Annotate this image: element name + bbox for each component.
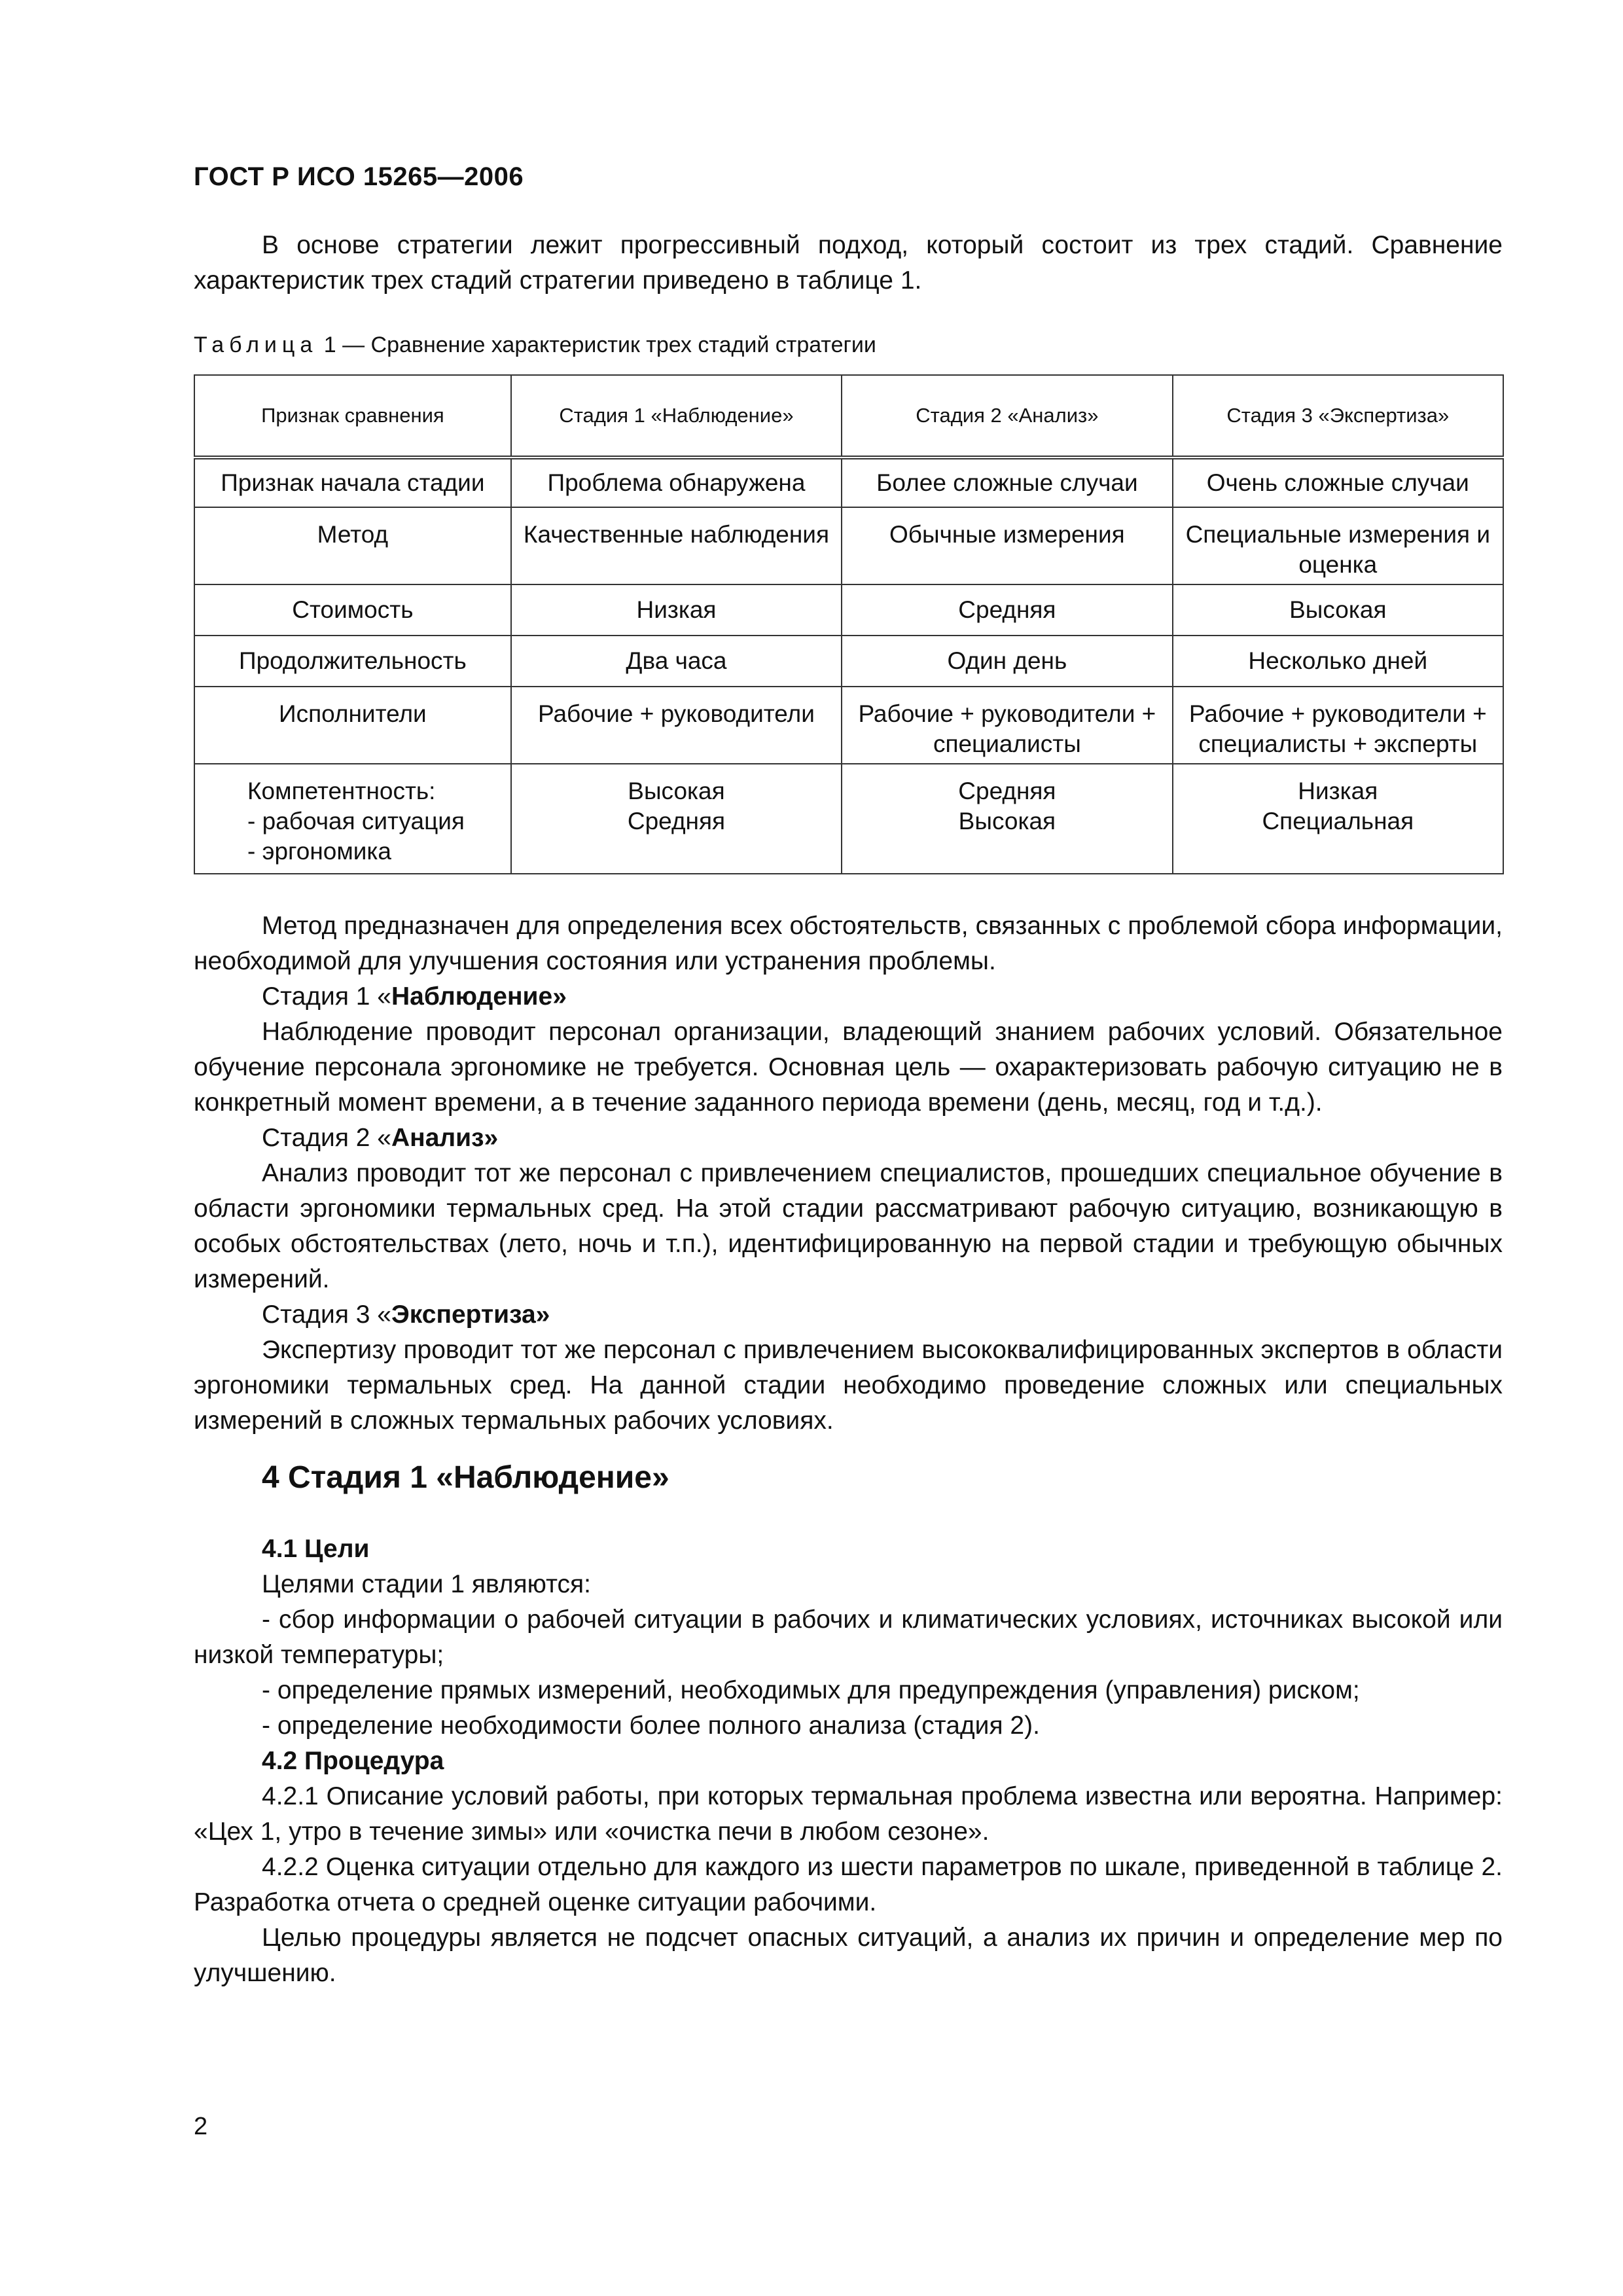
table-cell xyxy=(511,764,842,874)
table-cell: Низкая xyxy=(511,584,842,636)
table-caption xyxy=(194,332,876,358)
table-cell: Очень сложные случаи xyxy=(1173,457,1503,507)
table-row xyxy=(194,687,1503,764)
stage3-prefix: Стадия 3 « xyxy=(262,1300,391,1329)
subsection-4-1-label: 4.1 Цели xyxy=(262,1535,370,1563)
header-cell: Признак сравнения xyxy=(194,375,511,457)
goals-intro: Целями стадии 1 являются: xyxy=(262,1570,591,1598)
subsection-4-1-title xyxy=(194,1532,1503,1567)
stage3-heading xyxy=(194,1297,1503,1333)
intro-paragraph: В основе стратегии лежит прогрессивный подход, который состоит из трех стадий. Сравнение характеристик трех стадий стратегии приведено в таблице 1. xyxy=(194,231,1503,295)
table-cell: Несколько дней xyxy=(1173,636,1503,687)
competence-label: - эргономика xyxy=(247,838,392,865)
table-cell: Специальные измерения и оценка xyxy=(1173,507,1503,584)
table-cell xyxy=(1173,764,1503,874)
clause-4-2-2: 4.2.2 Оценка ситуации отдельно для каждого из шести параметров по шкале, приведенной в таблице 2. Разработка отчета о средней оценке ситуации рабочими. xyxy=(194,1853,1503,1916)
table-cell: Средняя xyxy=(842,584,1172,636)
table-cell xyxy=(842,764,1172,874)
section-4-body xyxy=(194,1532,1503,1991)
goal-item: - определение необходимости более полного анализа (стадия 2). xyxy=(262,1712,1040,1740)
stage2-name: Анализ» xyxy=(391,1124,499,1152)
competence-value: Высокая xyxy=(958,808,1056,834)
table-cell: Рабочие + руководители + специалисты xyxy=(842,687,1172,764)
stage1-heading xyxy=(194,979,1503,1014)
procedure-goal: Целью процедуры является не подсчет опасных ситуаций, а анализ их причин и определение мер по улучшению. xyxy=(194,1924,1503,1987)
table-cell: Исполнители xyxy=(194,687,511,764)
table-cell: Рабочие + руководители + специалисты + эксперты xyxy=(1173,687,1503,764)
table-cell: Качественные наблюдения xyxy=(511,507,842,584)
body-text xyxy=(194,908,1503,1439)
stage2-paragraph: Анализ проводит тот же персонал с привлечением специалистов, прошедших специальное обучение в области эргономики термальных сред. На этой стадии рассматривают рабочую ситуацию, возникающую в особых обстоятельствах (лето, ночь и т.п.), идентифицированную на первой стадии и требующую обычных измерений. xyxy=(194,1159,1503,1293)
table-cell: Рабочие + руководители xyxy=(511,687,842,764)
stage2-heading xyxy=(194,1121,1503,1156)
stage1-name: Наблюдение» xyxy=(391,982,567,1011)
table-cell: Два часа xyxy=(511,636,842,687)
table-cell xyxy=(194,764,511,874)
table-header-row xyxy=(194,375,1503,457)
stage3-paragraph: Экспертизу проводит тот же персонал с привлечением высококвалифицированных экспертов в области эргономики термальных сред. На данной стадии необходимо проведение сложных или специальных измерений в сложных термальных рабочих условиях. xyxy=(194,1336,1503,1435)
section-4-title: 4 Стадия 1 «Наблюдение» xyxy=(262,1460,669,1495)
table-cell: Признак начала стадии xyxy=(194,457,511,507)
stage1-paragraph: Наблюдение проводит персонал организации, владеющий знанием рабочих условий. Обязательное обучение персонала эргономике не требуется. Основная цель — охарактеризовать рабочую ситуацию не в конкретный момент времени, а в течение заданного периода времени (день, месяц, год и т.д.). xyxy=(194,1018,1503,1117)
stage1-prefix: Стадия 1 « xyxy=(262,982,391,1011)
subsection-4-2-title xyxy=(194,1744,1503,1779)
method-paragraph: Метод предназначен для определения всех обстоятельств, связанных с проблемой сбора информации, необходимой для улучшения состояния или устранения проблемы. xyxy=(194,912,1503,975)
competence-value: Специальная xyxy=(1262,808,1414,834)
comparison-table xyxy=(194,374,1504,874)
table-cell: Продолжительность xyxy=(194,636,511,687)
table-cell: Обычные измерения xyxy=(842,507,1172,584)
table-row xyxy=(194,457,1503,507)
competence-value: Средняя xyxy=(958,778,1056,804)
competence-label: Компетентность: xyxy=(247,778,436,804)
competence-value: Высокая xyxy=(628,778,725,804)
stage3-name: Экспертиза» xyxy=(391,1300,550,1329)
table-row xyxy=(194,764,1503,874)
subsection-4-2-label: 4.2 Процедура xyxy=(262,1747,444,1775)
page-number: 2 xyxy=(194,2113,208,2140)
header-cell: Стадия 3 «Экспертиза» xyxy=(1173,375,1503,457)
competence-value: Средняя xyxy=(627,808,726,834)
table-caption-text: 1 — Сравнение характеристик трех стадий стратегии xyxy=(317,332,876,357)
table-cell: Высокая xyxy=(1173,584,1503,636)
table-cell: Один день xyxy=(842,636,1172,687)
competence-value: Низкая xyxy=(1298,778,1378,804)
table-cell: Более сложные случаи xyxy=(842,457,1172,507)
table-cell: Стоимость xyxy=(194,584,511,636)
goal-item: - сбор информации о рабочей ситуации в рабочих и климатических условиях, источниках высокой или низкой температуры; xyxy=(194,1605,1503,1669)
table-row xyxy=(194,584,1503,636)
goal-item: - определение прямых измерений, необходимых для предупреждения (управления) риском; xyxy=(262,1676,1360,1704)
table-cell: Метод xyxy=(194,507,511,584)
intro-block xyxy=(194,228,1503,298)
clause-4-2-1: 4.2.1 Описание условий работы, при которых термальная проблема известна или вероятна. Например: «Цех 1, утро в течение зимы» или «очистка печи в любом сезоне». xyxy=(194,1782,1503,1846)
document-header: ГОСТ Р ИСО 15265—2006 xyxy=(194,162,524,191)
table-row xyxy=(194,636,1503,687)
header-cell: Стадия 2 «Анализ» xyxy=(842,375,1172,457)
table-row xyxy=(194,507,1503,584)
table-cell: Проблема обнаружена xyxy=(511,457,842,507)
table-caption-prefix: Таблица xyxy=(194,332,318,357)
competence-label: - рабочая ситуация xyxy=(247,808,465,834)
stage2-prefix: Стадия 2 « xyxy=(262,1124,391,1152)
header-cell: Стадия 1 «Наблюдение» xyxy=(511,375,842,457)
